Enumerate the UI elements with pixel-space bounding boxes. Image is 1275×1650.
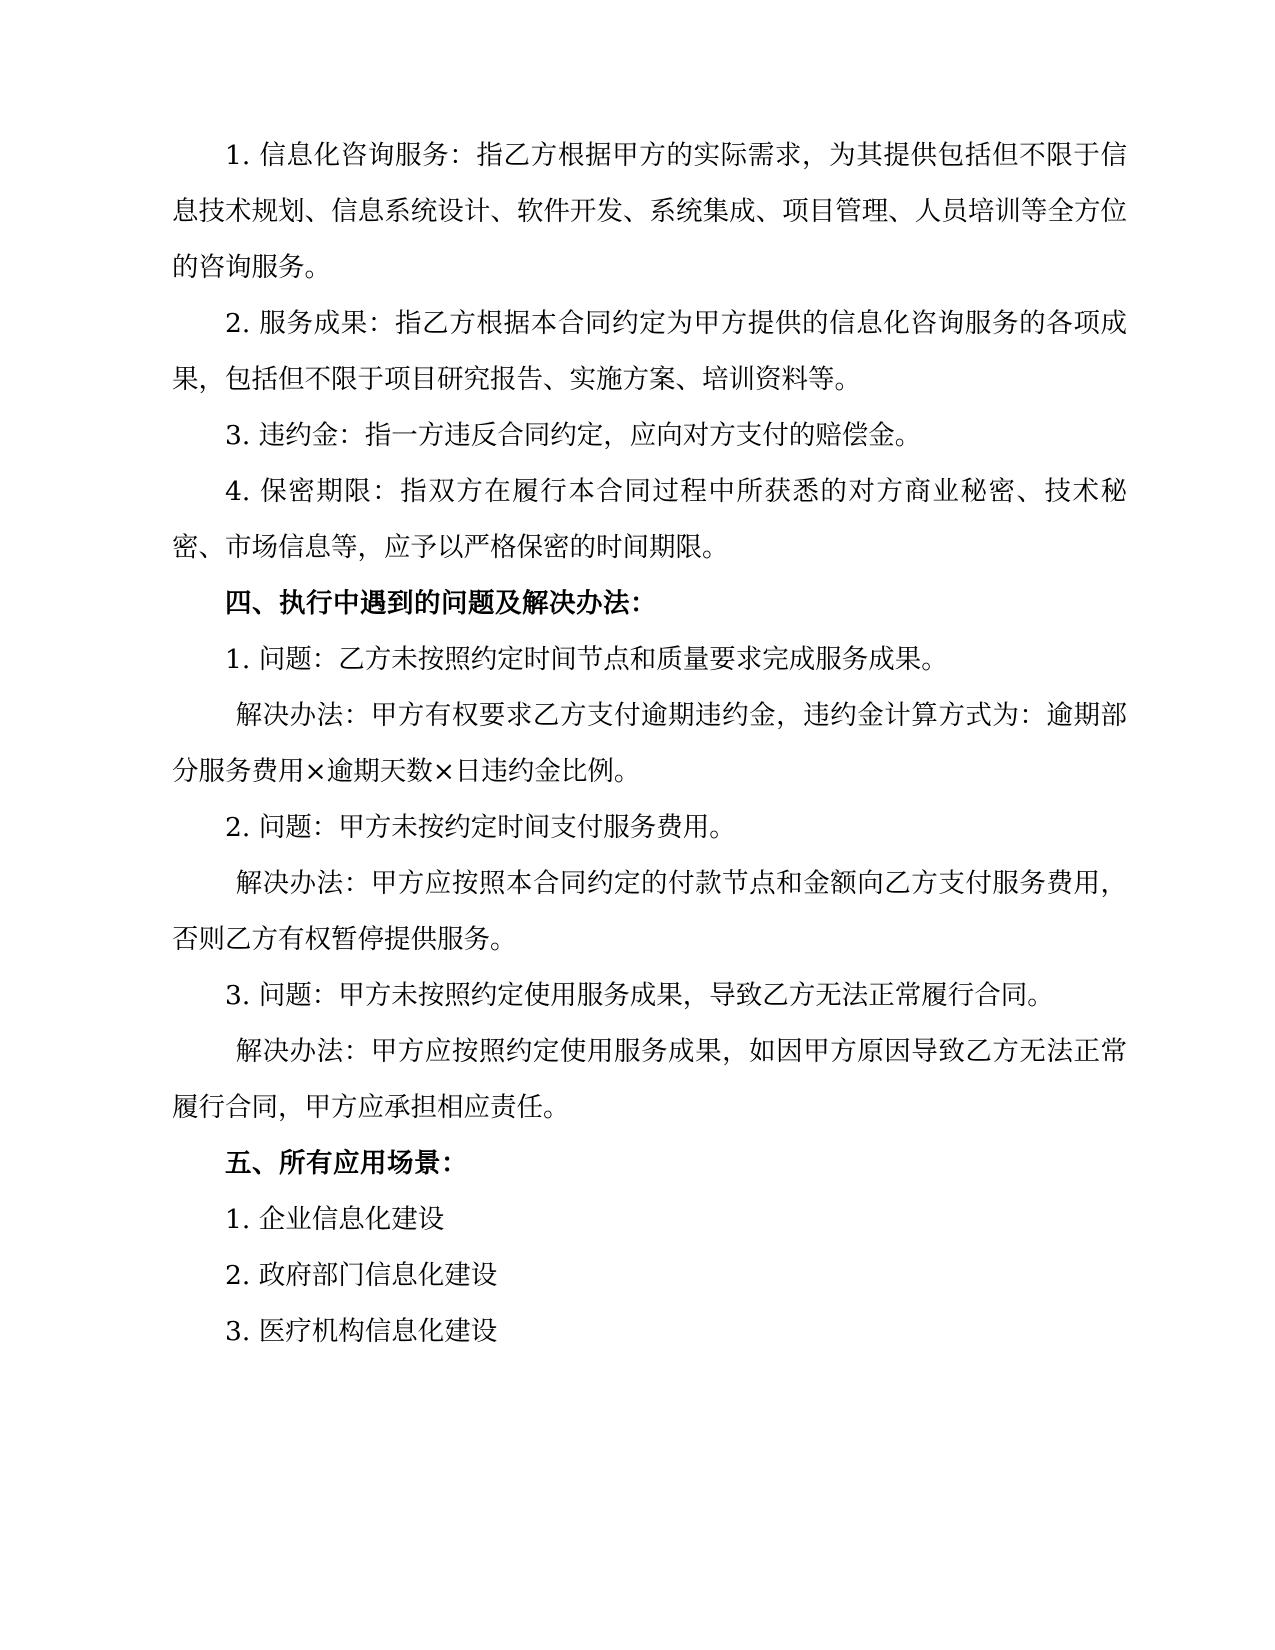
issue-item-3: 3. 问题：甲方未按照约定使用服务成果，导致乙方无法正常履行合同。 — [225, 980, 1054, 1011]
solution-item-2: 解决办法：甲方应按照本合同约定的付款节点和金额向乙方支付服务费用，否则乙方有权暂停提供服务。 — [172, 868, 1127, 955]
issue-item-1: 1. 问题：乙方未按照约定时间节点和质量要求完成服务成果。 — [225, 644, 948, 675]
document-body — [172, 128, 1127, 1360]
definition-item-2: 2. 服务成果：指乙方根据本合同约定为甲方提供的信息化咨询服务的各项成果，包括但不限于项目研究报告、实施方案、培训资料等。 — [172, 308, 1127, 395]
solution-item-1: 解决办法：甲方有权要求乙方支付逾期违约金，违约金计算方式为：逾期部分服务费用×逾期天数×日违约金比例。 — [172, 700, 1127, 787]
solution-item-3: 解决办法：甲方应按照约定使用服务成果，如因甲方原因导致乙方无法正常履行合同，甲方应承担相应责任。 — [172, 1036, 1127, 1123]
definition-item-3: 3. 违约金：指一方违反合同约定，应向对方支付的赔偿金。 — [225, 420, 922, 451]
scenario-item-3: 3. 医疗机构信息化建设 — [225, 1316, 498, 1347]
section-heading-five: 五、所有应用场景： — [225, 1148, 468, 1179]
definition-item-1: 1. 信息化咨询服务：指乙方根据甲方的实际需求，为其提供包括但不限于信息技术规划、信息系统设计、软件开发、系统集成、项目管理、人员培训等全方位的咨询服务。 — [172, 140, 1127, 283]
issue-item-2: 2. 问题：甲方未按约定时间支付服务费用。 — [225, 812, 736, 843]
definition-item-4: 4. 保密期限：指双方在履行本合同过程中所获悉的对方商业秘密、技术秘密、市场信息等，应予以严格保密的时间期限。 — [172, 476, 1127, 563]
scenario-item-2: 2. 政府部门信息化建设 — [225, 1260, 498, 1291]
section-heading-four: 四、执行中遇到的问题及解决办法： — [225, 588, 657, 619]
scenario-item-1: 1. 企业信息化建设 — [225, 1204, 445, 1235]
